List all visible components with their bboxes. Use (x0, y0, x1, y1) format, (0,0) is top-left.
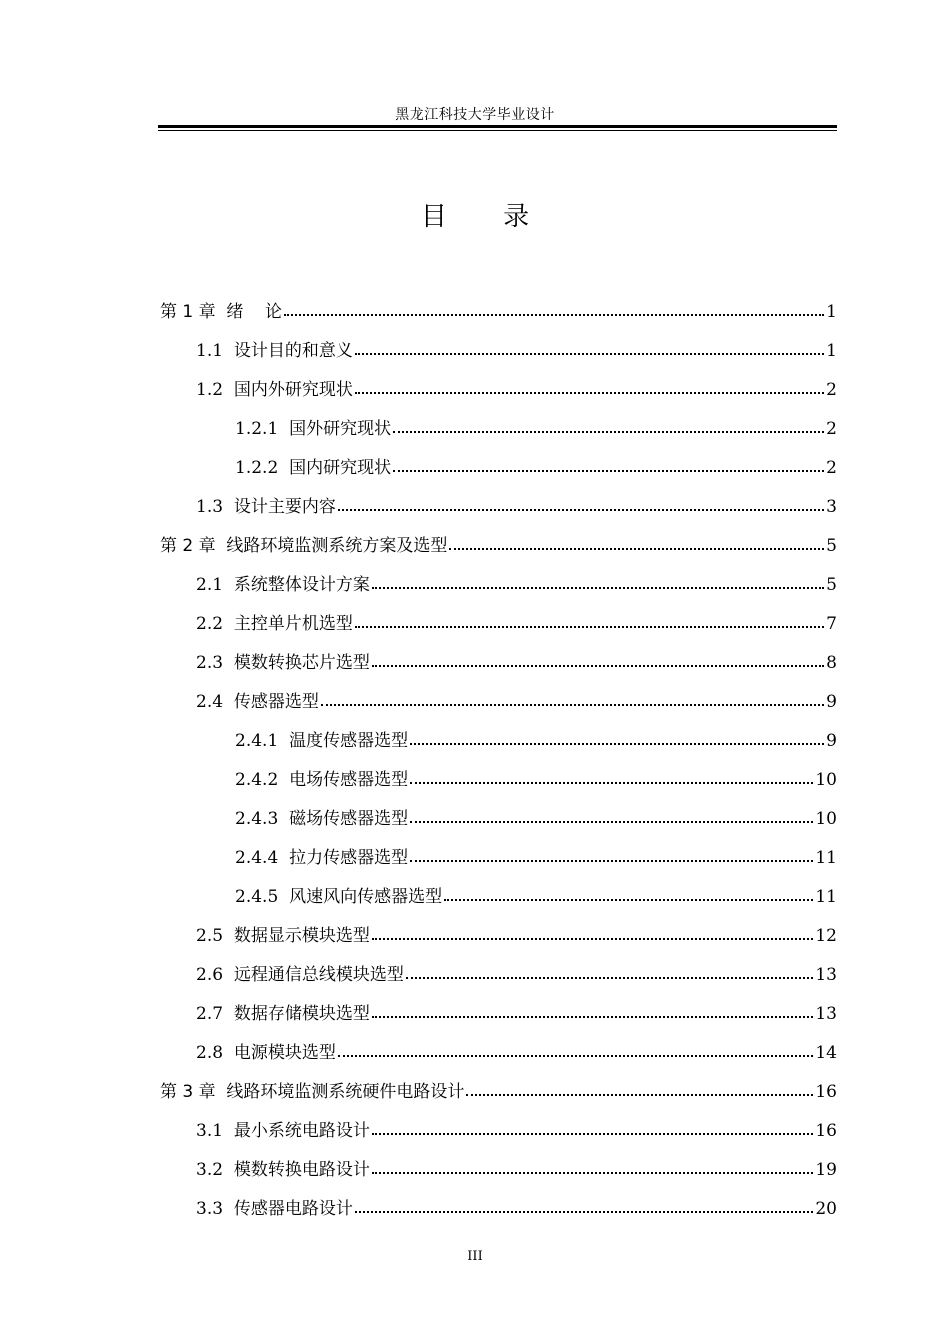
toc-section-entry[interactable] (158, 1038, 837, 1077)
toc-entry-label: 2.4.1 温度传感器选型 (235, 731, 409, 751)
toc-entry-label: 2.4.3 磁场传感器选型 (235, 809, 409, 829)
toc-dot-leader (410, 860, 813, 862)
toc-entry-page: 13 (815, 965, 837, 985)
toc-entry-label: 2.1 系统整体设计方案 (196, 575, 370, 595)
toc-entry-label: 3.3 传感器电路设计 (196, 1199, 353, 1219)
toc-entry-label: 1.2 国内外研究现状 (196, 380, 353, 400)
toc-entry-label: 2.6 远程通信总线模块选型 (196, 965, 404, 985)
toc-section-entry[interactable] (158, 1116, 837, 1155)
toc-dot-leader (355, 353, 824, 355)
toc-dot-leader (372, 587, 824, 589)
toc-dot-leader (284, 314, 824, 316)
header-rule-thin (158, 130, 837, 131)
toc-section-entry[interactable] (158, 687, 837, 726)
toc-dot-leader (321, 704, 824, 706)
toc-entry-page: 2 (826, 419, 837, 439)
toc-entry-page: 11 (815, 887, 837, 907)
toc-section-entry[interactable] (158, 921, 837, 960)
toc-entry-label: 第 3 章 线路环境监测系统硬件电路设计 (160, 1082, 465, 1102)
toc-dot-leader (355, 392, 824, 394)
toc-dot-leader (355, 626, 824, 628)
toc-entry-label: 3.1 最小系统电路设计 (196, 1121, 370, 1141)
toc-section-entry[interactable] (158, 375, 837, 414)
toc-dot-leader (444, 899, 813, 901)
toc-title: 目 录 (420, 202, 554, 232)
toc-entry-page: 8 (826, 653, 837, 673)
toc-entry-label: 第 2 章 线路环境监测系统方案及选型 (160, 536, 448, 556)
table-of-contents (158, 297, 837, 1233)
toc-dot-leader (393, 470, 824, 472)
toc-section-entry[interactable] (158, 609, 837, 648)
toc-dot-leader (410, 821, 813, 823)
toc-entry-page: 11 (815, 848, 837, 868)
toc-section-entry[interactable] (158, 1155, 837, 1194)
toc-entry-label: 1.2.2 国内研究现状 (235, 458, 392, 478)
toc-section-entry[interactable] (158, 336, 837, 375)
toc-entry-label: 1.2.1 国外研究现状 (235, 419, 392, 439)
toc-section-entry[interactable] (158, 960, 837, 999)
toc-entry-page: 12 (815, 926, 837, 946)
page-header: 黑龙江科技大学毕业设计 (395, 107, 555, 123)
toc-entry-page: 2 (826, 458, 837, 478)
toc-entry-page: 7 (826, 614, 837, 634)
toc-dot-leader (372, 1133, 814, 1135)
toc-section-entry[interactable] (158, 648, 837, 687)
toc-entry-page: 16 (815, 1082, 837, 1102)
toc-subsection-entry[interactable] (158, 453, 837, 492)
toc-entry-page: 16 (815, 1121, 837, 1141)
toc-entry-page: 5 (826, 536, 837, 556)
toc-dot-leader (449, 548, 824, 550)
toc-entry-label: 2.7 数据存储模块选型 (196, 1004, 370, 1024)
toc-entry-page: 13 (815, 1004, 837, 1024)
toc-dot-leader (338, 1055, 814, 1057)
toc-subsection-entry[interactable] (158, 882, 837, 921)
toc-entry-page: 2 (826, 380, 837, 400)
toc-chapter-entry[interactable] (158, 1077, 837, 1116)
toc-entry-page: 14 (815, 1043, 837, 1063)
toc-subsection-entry[interactable] (158, 726, 837, 765)
toc-entry-page: 3 (826, 497, 837, 517)
toc-entry-page: 9 (826, 692, 837, 712)
toc-entry-label: 2.4.2 电场传感器选型 (235, 770, 409, 790)
toc-section-entry[interactable] (158, 492, 837, 531)
toc-chapter-entry[interactable] (158, 531, 837, 570)
toc-dot-leader (406, 977, 814, 979)
toc-entry-page: 9 (826, 731, 837, 751)
toc-chapter-entry[interactable] (158, 297, 837, 336)
toc-dot-leader (338, 509, 824, 511)
toc-subsection-entry[interactable] (158, 414, 837, 453)
toc-dot-leader (355, 1211, 814, 1213)
toc-dot-leader (372, 665, 824, 667)
toc-entry-label: 2.2 主控单片机选型 (196, 614, 353, 634)
toc-dot-leader (372, 1016, 814, 1018)
toc-section-entry[interactable] (158, 1194, 837, 1233)
toc-entry-label: 2.8 电源模块选型 (196, 1043, 336, 1063)
toc-entry-label: 2.4.4 拉力传感器选型 (235, 848, 409, 868)
toc-entry-label: 第 1 章 绪 论 (160, 302, 283, 322)
toc-entry-label: 2.4.5 风速风向传感器选型 (235, 887, 443, 907)
toc-subsection-entry[interactable] (158, 843, 837, 882)
toc-subsection-entry[interactable] (158, 765, 837, 804)
toc-dot-leader (393, 431, 824, 433)
toc-dot-leader (466, 1094, 813, 1096)
toc-section-entry[interactable] (158, 999, 837, 1038)
toc-entry-label: 1.3 设计主要内容 (196, 497, 336, 517)
toc-entry-page: 5 (826, 575, 837, 595)
toc-entry-page: 19 (815, 1160, 837, 1180)
toc-entry-label: 1.1 设计目的和意义 (196, 341, 353, 361)
toc-dot-leader (410, 743, 824, 745)
toc-section-entry[interactable] (158, 570, 837, 609)
toc-entry-page: 10 (815, 770, 837, 790)
toc-entry-page: 20 (815, 1199, 837, 1219)
toc-entry-page: 1 (826, 302, 837, 322)
toc-entry-page: 1 (826, 341, 837, 361)
toc-entry-page: 10 (815, 809, 837, 829)
toc-subsection-entry[interactable] (158, 804, 837, 843)
toc-dot-leader (372, 938, 814, 940)
toc-dot-leader (410, 782, 813, 784)
toc-entry-label: 3.2 模数转换电路设计 (196, 1160, 370, 1180)
toc-entry-label: 2.3 模数转换芯片选型 (196, 653, 370, 673)
toc-entry-label: 2.5 数据显示模块选型 (196, 926, 370, 946)
toc-entry-label: 2.4 传感器选型 (196, 692, 319, 712)
header-rule-thick (158, 125, 837, 128)
toc-dot-leader (372, 1172, 814, 1174)
page-number: III (467, 1249, 483, 1264)
